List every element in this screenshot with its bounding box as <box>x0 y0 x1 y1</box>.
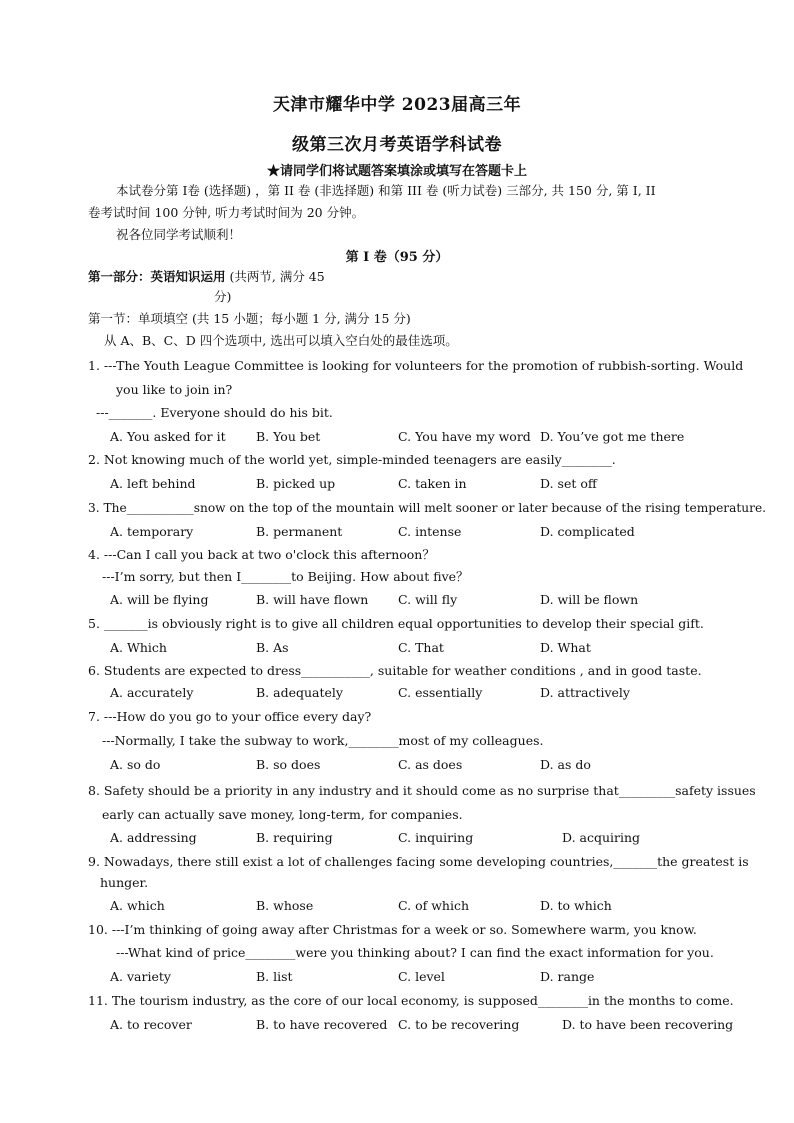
part1-heading <box>88 269 325 285</box>
question-5-option-d[interactable]: D. What <box>540 640 591 655</box>
question-11-option-c[interactable]: C. to be recovering <box>398 1017 520 1032</box>
question-2-line-1: 2. Not knowing much of the world yet, simple-minded teenagers are easily________. <box>88 452 616 467</box>
question-1-option-b[interactable]: B. You bet <box>256 429 321 444</box>
question-4-line-1: 4. ---Can I call you back at two o'clock this afternoon？ <box>88 547 435 562</box>
question-7-option-c[interactable]: C. as does <box>398 757 463 772</box>
question-9-option-b[interactable]: B. whose <box>256 898 314 913</box>
question-8-line-2: early can actually save money, long-term, for companies. <box>102 807 463 822</box>
question-9-option-a[interactable]: A. which <box>110 898 165 913</box>
question-3-line-1: 3. The___________snow on the top of the mountain will melt sooner or later because of the rising temperature. <box>88 501 767 515</box>
question-2-option-b[interactable]: B. picked up <box>256 476 336 491</box>
question-9-option-c[interactable]: C. of which <box>398 898 469 913</box>
question-10-option-a[interactable]: A. variety <box>110 969 171 984</box>
question-7-option-a[interactable]: A. so do <box>110 757 161 772</box>
question-8-option-d[interactable]: D. acquiring <box>562 830 641 845</box>
question-5-option-a[interactable]: A. Which <box>110 640 167 655</box>
question-4-line-2: ---I’m sorry, but then I________to Beijing. How about five？ <box>102 569 469 584</box>
question-6-option-b[interactable]: B. adequately <box>256 685 343 700</box>
exam-title-line1: 天津市耀华中学 2023届高三年 <box>272 95 522 115</box>
question-10-line-1: 10. ---I’m thinking of going away after Christmas for a week or so. Somewhere warm, you know. <box>88 922 697 937</box>
question-1-line-3: ---_______. Everyone should do his bit. <box>96 405 333 420</box>
question-9-line-2: hunger. <box>100 875 149 890</box>
part1-heading-bold: 第一部分：英语知识运用 <box>88 269 226 284</box>
question-3-option-c[interactable]: C. intense <box>398 524 462 539</box>
question-1-line-2: you like to join in? <box>116 382 233 397</box>
question-1-option-d[interactable]: D. You’ve got me there <box>540 429 685 444</box>
question-6-option-c[interactable]: C. essentially <box>398 685 483 700</box>
question-11-option-a[interactable]: A. to recover <box>110 1017 192 1032</box>
question-3-option-b[interactable]: B. permanent <box>256 524 343 539</box>
intro-line-3: 祝各位同学考试顺利！ <box>116 227 242 242</box>
question-4-option-d[interactable]: D. will be flown <box>540 592 639 607</box>
part1-heading-rest: (共两节, 满分 45 <box>225 269 325 284</box>
question-6-option-d[interactable]: D. attractively <box>540 685 630 700</box>
subsection-heading: 第一节：单项填空 (共 15 小题；每小题 1 分, 满分 15 分) <box>88 311 411 326</box>
question-10-option-c[interactable]: C. level <box>398 969 445 984</box>
question-1-option-a[interactable]: A. You asked for it <box>110 429 226 444</box>
question-9-option-d[interactable]: D. to which <box>540 898 612 913</box>
question-11-option-d[interactable]: D. to have been recovering <box>562 1017 734 1032</box>
question-10-line-2: ---What kind of price________were you thinking about? I can find the exact information for you. <box>116 945 714 960</box>
question-9-line-1: 9. Nowadays, there still exist a lot of challenges facing some developing countries,_______the greatest is <box>88 854 749 869</box>
question-7-line-2: ---Normally, I take the subway to work,________most of my colleagues. <box>102 733 544 748</box>
question-8-line-1: 8. Safety should be a priority in any industry and it should come as no surprise that_________safety issues <box>88 783 756 798</box>
question-8-option-c[interactable]: C. inquiring <box>398 830 474 845</box>
question-2-option-a[interactable]: A. left behind <box>110 476 196 491</box>
question-1-line-1: 1. ---The Youth League Committee is looking for volunteers for the promotion of rubbish-sorting. Would <box>88 358 744 373</box>
part1-heading-cont: 分) <box>214 289 232 304</box>
question-7-line-1: 7. ---How do you go to your office every day? <box>88 709 372 724</box>
instruction-line: 从 A、B、C、D 四个选项中, 选出可以填入空白处的最佳选项。 <box>104 333 458 348</box>
question-1-option-c[interactable]: C. You have my word <box>398 429 531 444</box>
question-8-option-b[interactable]: B. requiring <box>256 830 333 845</box>
question-4-option-c[interactable]: C. will fly <box>398 592 458 607</box>
question-3-option-d[interactable]: D. complicated <box>540 524 635 539</box>
answer-sheet-notice: ★请同学们将试题答案填涂或填写在答题卡上 <box>266 164 527 179</box>
question-2-option-c[interactable]: C. taken in <box>398 476 467 491</box>
question-7-option-b[interactable]: B. so does <box>256 757 321 772</box>
question-6-line-1: 6. Students are expected to dress___________, suitable for weather conditions , and in good taste. <box>88 663 702 678</box>
question-5-line-1: 5. _______is obviously right is to give all children equal opportunities to develop their special gift. <box>88 616 704 631</box>
section-title: 第 I 卷（95 分） <box>345 250 449 265</box>
question-2-option-d[interactable]: D. set off <box>540 476 597 491</box>
question-4-option-b[interactable]: B. will have flown <box>256 592 369 607</box>
question-10-option-b[interactable]: B. list <box>256 969 293 984</box>
question-8-option-a[interactable]: A. addressing <box>110 830 197 845</box>
question-4-option-a[interactable]: A. will be flying <box>110 592 209 607</box>
question-3-option-a[interactable]: A. temporary <box>110 524 194 539</box>
question-6-option-a[interactable]: A. accurately <box>110 685 194 700</box>
question-10-option-d[interactable]: D. range <box>540 969 595 984</box>
question-7-option-d[interactable]: D. as do <box>540 757 591 772</box>
exam-title-line2: 级第三次月考英语学科试卷 <box>292 135 502 155</box>
question-5-option-c[interactable]: C. That <box>398 640 444 655</box>
question-11-line-1: 11. The tourism industry, as the core of our local economy, is supposed________in the months to come. <box>88 993 734 1008</box>
question-5-option-b[interactable]: B. As <box>256 640 289 655</box>
intro-line-2: 卷考试时间 100 分钟, 听力考试时间为 20 分钟。 <box>88 205 365 220</box>
intro-line-1: 本试卷分第 I卷 (选择题) ，第 II 卷 (非选择题) 和第 III 卷 (听力试卷) 三部分, 共 150 分, 第 I, II <box>116 183 656 198</box>
question-11-option-b[interactable]: B. to have recovered <box>256 1017 388 1032</box>
